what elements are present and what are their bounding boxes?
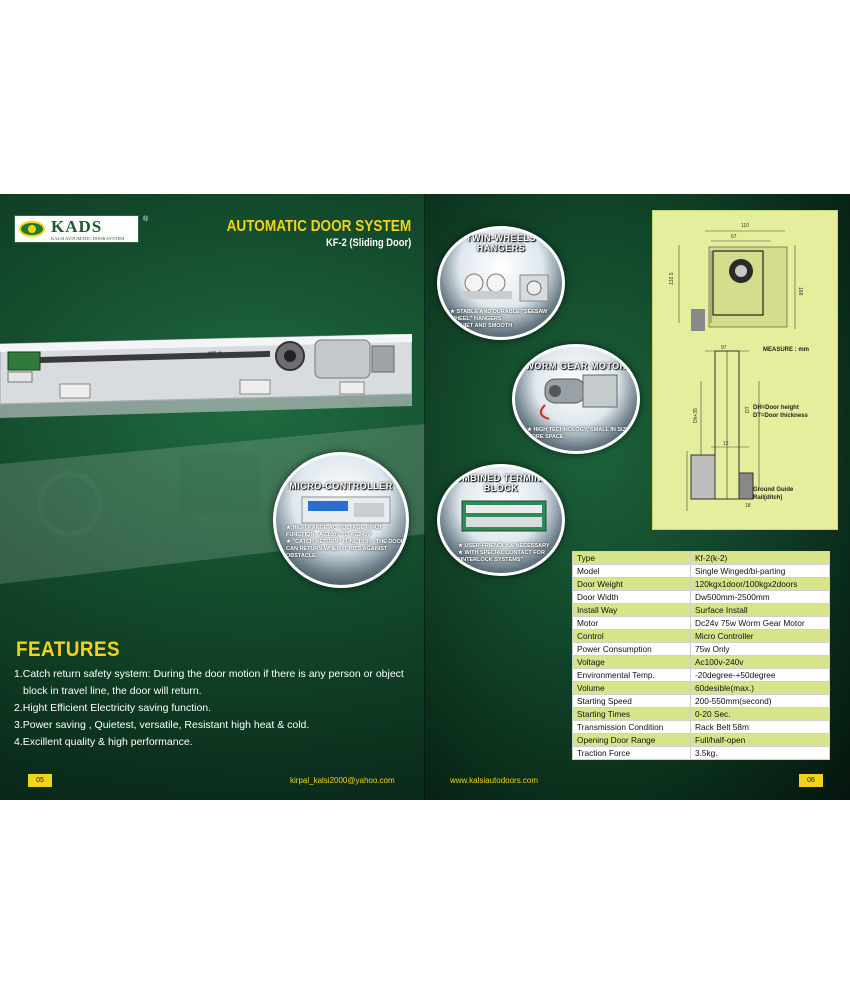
spec-label: Install Way xyxy=(573,604,691,617)
spec-row xyxy=(573,734,830,747)
spec-row xyxy=(573,630,830,643)
twin-wheels-notes: ★ STABLE AND DURABLE "SEESAW WHEEL" HANGERS ★ QUIET AND SMOOTH xyxy=(450,309,548,329)
spec-row xyxy=(573,591,830,604)
spec-row xyxy=(573,682,830,695)
page-number: 06 xyxy=(799,774,823,787)
micro-controller-title: MICRO-CONTROLLER xyxy=(289,481,393,491)
spec-value: Full/half-open xyxy=(691,734,830,747)
dim-18: 18 xyxy=(745,503,751,509)
dim-67: 67 xyxy=(731,234,737,240)
spec-label: Door Weight xyxy=(573,578,691,591)
spec-row xyxy=(573,604,830,617)
features-heading: FEATURES xyxy=(16,638,121,661)
worm-gear-motor-image xyxy=(535,365,627,421)
page-number: 05 xyxy=(28,774,52,787)
spec-label: Control xyxy=(573,630,691,643)
legend-dh: DH=Door height xyxy=(753,405,799,411)
spec-row xyxy=(573,565,830,578)
spec-value: Micro Controller xyxy=(691,630,830,643)
spec-value: Dw500mm-2500mm xyxy=(691,591,830,604)
spec-value: 60desible(max.) xyxy=(691,682,830,695)
spec-label: Model xyxy=(573,565,691,578)
spec-value: 120kgx1door/100kgx2doors xyxy=(691,578,830,591)
micro-controller-callout xyxy=(273,452,409,588)
spec-value: 3.5kg. xyxy=(691,747,830,760)
right-page xyxy=(425,194,850,800)
dim-12: 12 xyxy=(723,441,729,447)
spec-label: Type xyxy=(573,552,691,565)
spec-label: Traction Force xyxy=(573,747,691,760)
spec-row xyxy=(573,721,830,734)
logo-text: KADS xyxy=(51,217,103,236)
cross-section-diagram xyxy=(653,211,839,531)
micro-controller-notes: ★ HIGH RANGE AC VOLTAGE INPUT FUNCTION - AC100V TO AC240V ★ "CATCH RETURN" FUNCTION - THE DOOR CAN RETURN WHEN IT HITS AGAINST OBSTACLE. xyxy=(286,525,405,559)
dim-dh35: Dh+35 xyxy=(693,408,699,423)
spec-value: Ac100v-240v xyxy=(691,656,830,669)
spec-label: Starting Times xyxy=(573,708,691,721)
logo-tagline: KALSI AUTOMATIC DOOR SYSTEM xyxy=(51,236,125,241)
eye-logo-icon xyxy=(19,221,45,237)
worm-gear-notes: ★ HIGH TECHNOLOGY, SMALL IN SIZE, MORE SPACE xyxy=(527,427,632,440)
email-address: kirpal_kalsi2000@yahoo.com xyxy=(290,776,395,785)
spec-value: 200-550mm(second) xyxy=(691,695,830,708)
twin-wheels-callout xyxy=(437,226,565,340)
spec-value: Rack Belt 58m xyxy=(691,721,830,734)
twin-wheels-title: TWIN-WHEELS HANGERS xyxy=(466,233,536,253)
features-list xyxy=(14,666,414,751)
spec-row xyxy=(573,656,830,669)
spec-row xyxy=(573,617,830,630)
hanger-wheels-image xyxy=(452,269,556,305)
spec-row xyxy=(573,578,830,591)
terminal-block-notes: ★ USER-FRIENDLY & NECESSARY ★ WITH SPECIAL CONTACT FOR "INTERLOCK SYSTEMS" xyxy=(458,543,550,563)
feature-item: 1.Catch return safety system: During the door motion if there is any person or object xyxy=(14,668,404,680)
dim-168: 168 xyxy=(797,287,803,296)
page-title: AUTOMATIC DOOR SYSTEM xyxy=(226,218,411,235)
worm-gear-callout xyxy=(512,344,640,454)
dim-dt: DT xyxy=(745,406,751,413)
dim-110: 110 xyxy=(741,223,749,229)
spec-value: Single Winged/bi-parting xyxy=(691,565,830,578)
door-operator-illustration xyxy=(0,334,412,424)
spec-row xyxy=(573,708,830,721)
terminal-block-callout xyxy=(437,464,565,576)
spec-row xyxy=(573,695,830,708)
spec-row xyxy=(573,552,830,565)
spec-label: Voltage xyxy=(573,656,691,669)
guide-label-1: Ground Guide xyxy=(753,487,794,493)
spec-label: Starting Speed xyxy=(573,695,691,708)
spec-value: 75w Only xyxy=(691,643,830,656)
terminal-block-title: COMBINED TERMINAL BLOCK xyxy=(447,473,555,493)
kads-logo xyxy=(14,215,149,243)
feature-item: 2.Hight Efficient Electricity saving function. xyxy=(14,702,212,714)
registered-mark: ® xyxy=(143,216,149,223)
worm-gear-title: WORM GEAR MOTOR xyxy=(525,361,627,371)
legend-dt: DT=Door thickness xyxy=(753,413,808,419)
feature-item-continued: block in travel line, the door will return. xyxy=(23,685,202,697)
spec-row xyxy=(573,747,830,760)
spec-label: Environmental Temp. xyxy=(573,669,691,682)
spec-label: Transmission Condition xyxy=(573,721,691,734)
brochure-spread xyxy=(0,194,850,800)
website-url: www.kalsiautodoors.com xyxy=(450,776,539,785)
feature-item: 4.Excillent quality & high performance. xyxy=(14,736,193,748)
guide-label-2: Rail(ditch) xyxy=(753,495,783,501)
feature-item: 3.Power saving , Quietest, versatile, Resistant high heat & cold. xyxy=(14,719,310,731)
specifications-table xyxy=(572,551,830,760)
measure-label: MEASURE : mm xyxy=(763,347,810,353)
terminal-block-image xyxy=(458,493,550,539)
dim-97: 97 xyxy=(721,345,727,351)
spec-label: Opening Door Range xyxy=(573,734,691,747)
spec-row xyxy=(573,643,830,656)
left-page xyxy=(0,194,425,800)
dim-132-5: 132.5 xyxy=(669,272,675,285)
spec-label: Motor xyxy=(573,617,691,630)
spec-row xyxy=(573,669,830,682)
spec-value: Surface Install xyxy=(691,604,830,617)
spec-value: Dc24v 75w Worm Gear Motor xyxy=(691,617,830,630)
spec-value: 0-20 Sec. xyxy=(691,708,830,721)
spec-label: Volume xyxy=(573,682,691,695)
spec-label: Door Width xyxy=(573,591,691,604)
spec-label: Power Consumption xyxy=(573,643,691,656)
spec-value: Kf-2(k-2) xyxy=(691,552,830,565)
spec-value: -20degree-+50degree xyxy=(691,669,830,682)
machine-label: KF-2 xyxy=(208,352,222,358)
technical-drawing xyxy=(652,210,838,530)
page-subtitle: KF-2 (Sliding Door) xyxy=(325,237,411,249)
